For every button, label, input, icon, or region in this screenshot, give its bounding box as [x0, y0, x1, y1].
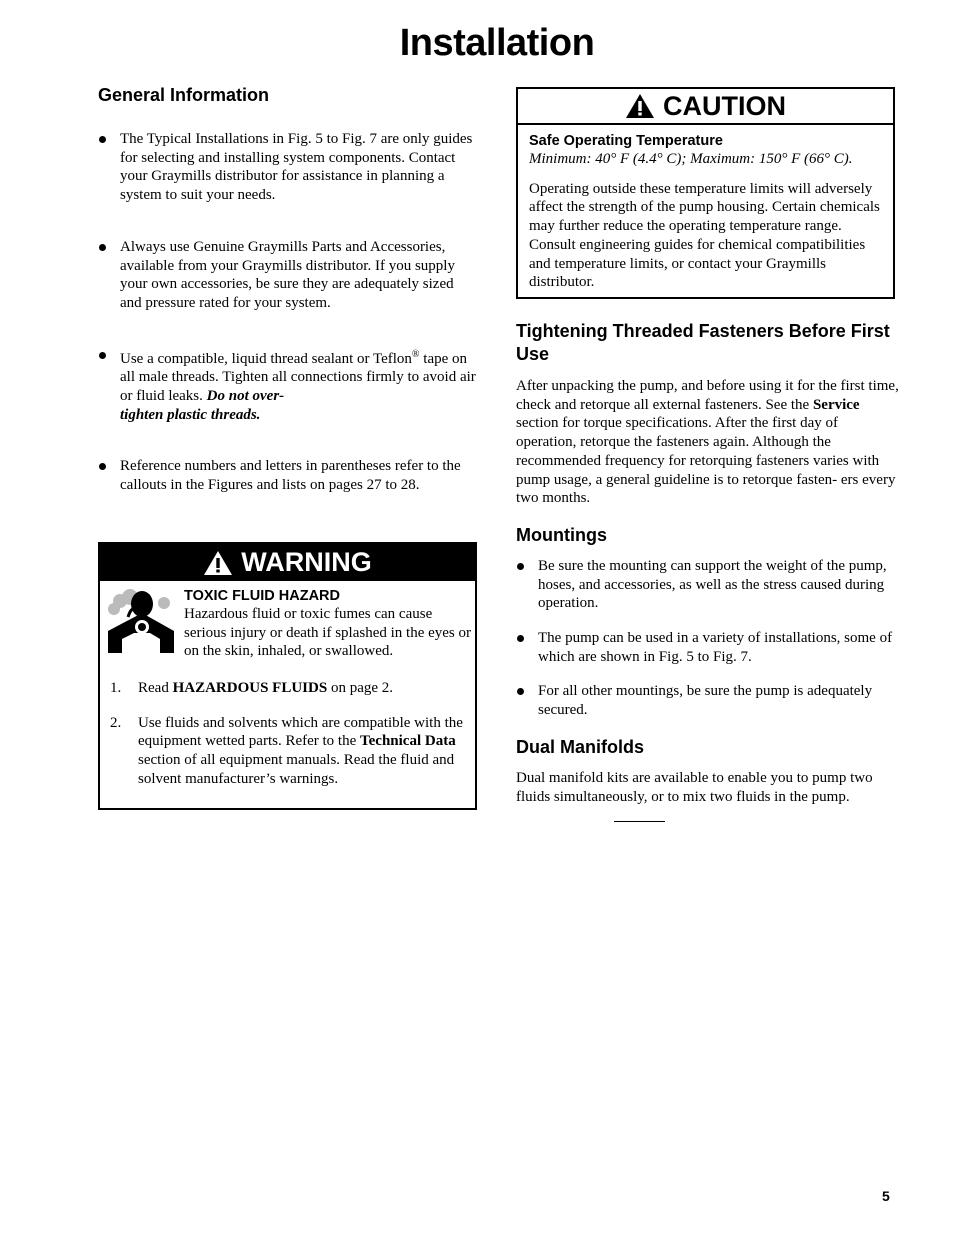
registered-mark: ®	[411, 348, 420, 360]
list-item	[110, 679, 466, 698]
caution-header	[518, 89, 893, 125]
list-item: Be sure the mounting can support the weight of the pump, hoses, and accessories, as well as the stress caused during operation.	[516, 557, 900, 613]
sealant-emphasis-continued: tighten plastic threads.	[120, 406, 261, 423]
general-information-heading: General Information	[98, 85, 270, 105]
mountings-heading: Mountings	[516, 524, 607, 545]
warning-steps	[110, 679, 466, 805]
toxic-fumes-icon	[106, 587, 176, 655]
tightening-text-continued: section for torque specifications. After the first day of operation, retorque the fasteners again. Although the recommended frequency for retorquing fasteners varies with pump usage, a general guideline is to retorque fasten- ers every two months.	[516, 415, 896, 507]
warning-triangle-icon	[203, 550, 233, 576]
toxic-fluid-hazard-title: TOXIC FLUID HAZARD	[184, 588, 341, 604]
list-item	[98, 346, 476, 425]
caution-body	[518, 125, 893, 292]
step-number: 2.	[110, 714, 122, 731]
list-item: The Typical Installations in Fig. 5 to Fig. 7 are only guides for selecting and installing system components. Contact your Graymills distributor for assistance in planning a system to suit your needs.	[98, 130, 476, 205]
warning-box	[98, 542, 477, 810]
list-item: The pump can be used in a variety of installations, some of which are shown in Fig. 5 to Fig. 7.	[516, 629, 900, 666]
tightening-fasteners-text	[516, 377, 900, 508]
safe-operating-temperature-title: Safe Operating Temperature	[529, 133, 723, 149]
warning-header	[100, 544, 475, 581]
list-item: Always use Genuine Graymills Parts and Accessories, available from your Graymills distributor. If you supply your own accessories, be sure they are adequately sized and pressure rated for your system.	[98, 238, 476, 313]
tightening-text: After unpacking the pump, and before using it for the first time, check and retorque all external fasteners. See the	[516, 378, 899, 413]
caution-label: CAUTION	[663, 90, 786, 121]
temperature-range: Minimum: 40° F (4.4° C); Maximum: 150° F (66° C).	[529, 151, 853, 167]
section-end-rule	[614, 821, 665, 822]
step-number: 1.	[110, 680, 122, 696]
sealant-text-continued: tape on all male threads. Tighten all connections firmly to avoid air or fluid leaks.	[120, 350, 476, 405]
general-information-list	[98, 130, 476, 495]
caution-triangle-icon	[625, 93, 655, 119]
sealant-text: Use a compatible, liquid thread sealant or Teflon	[120, 350, 412, 367]
list-item: For all other mountings, be sure the pump is adequately secured.	[516, 682, 900, 719]
dual-manifolds-text: Dual manifold kits are available to enable you to pump two fluids simultaneously, or to mix two fluids in the pump.	[516, 769, 873, 805]
warning-label: WARNING	[241, 547, 372, 577]
hazard-text-block	[184, 587, 474, 661]
step-text: Use fluids and solvents which are compatible with the equipment wetted parts. Refer to the	[138, 714, 463, 750]
page-number: 5	[882, 1188, 890, 1204]
caution-text: Operating outside these temperature limits will adversely affect the strength of the pump housing. Certain chemicals may further reduce the operating temperature range. Consult engineering guides for chemical compatibilities and temperature limits, or contact your Graymills distributor.	[529, 180, 880, 291]
hazard-description: Hazardous fluid or toxic fumes can cause serious injury or death if splashed in the eyes or on the skin, inhaled, or swallowed.	[184, 606, 472, 660]
service-reference: Service	[812, 396, 860, 413]
list-item: Reference numbers and letters in parentheses refer to the callouts in the Figures and lists on pages 27 to 28.	[98, 457, 476, 494]
dual-manifolds-heading: Dual Manifolds	[516, 736, 645, 757]
step-bold-text: Technical Data	[360, 733, 456, 750]
mountings-list	[516, 557, 900, 720]
step-text: Read	[138, 680, 173, 696]
step-bold-text: HAZARDOUS FLUIDS	[172, 680, 328, 696]
sealant-emphasis: Do not over-	[206, 388, 285, 405]
right-column	[516, 320, 900, 806]
caution-box	[516, 87, 895, 299]
page-title: Installation	[399, 22, 595, 64]
tightening-fasteners-heading: Tightening Threaded Fasteners Before First Use	[516, 321, 890, 364]
step-text-continued: on page 2.	[327, 680, 394, 696]
left-column	[98, 82, 478, 495]
list-item	[110, 714, 466, 789]
step-text-continued: section of all equipment manuals. Read the fluid and solvent manufacturer’s warnings.	[138, 752, 455, 787]
